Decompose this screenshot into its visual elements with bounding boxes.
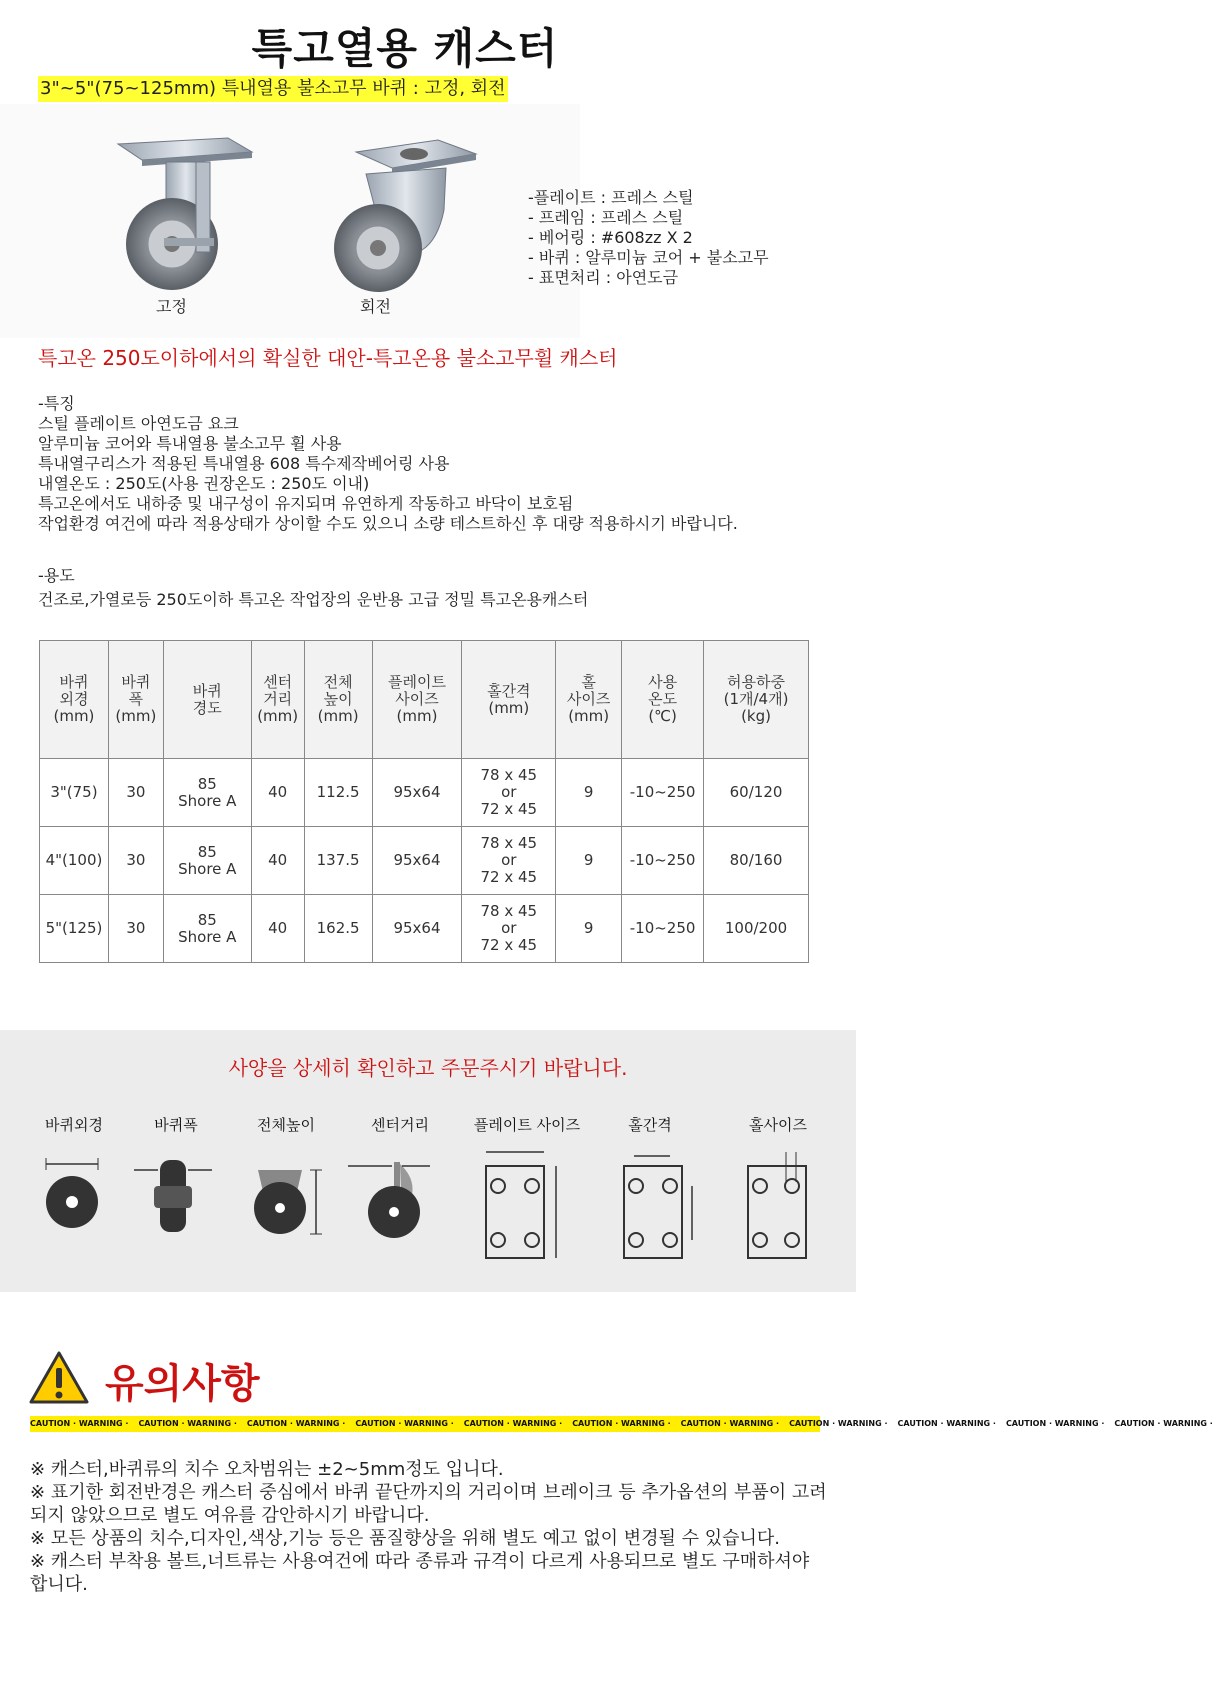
guide-title: 사양을 상세히 확인하고 주문주시기 바랍니다. bbox=[228, 1056, 628, 1080]
cell-load: 80/160 bbox=[704, 827, 809, 895]
usage-heading: -용도 bbox=[38, 566, 75, 585]
hole-spacing-diagram bbox=[618, 1146, 704, 1264]
wheel-diameter-diagram bbox=[40, 1156, 106, 1236]
usage-text: 건조로,가열로등 250도이하 특고온 작업장의 운반용 고급 정밀 특고온용캐스터 bbox=[38, 590, 589, 609]
feature-line: 작업환경 여건에 따라 적용상태가 상이할 수도 있으니 소량 테스트하신 후 대량 적용하시기 바랍니다. bbox=[38, 514, 738, 533]
cell-hole-spacing: 78 x 45 or 72 x 45 bbox=[462, 827, 556, 895]
guide-label-hole-spacing: 홀간격 bbox=[628, 1116, 672, 1134]
fixed-caster-image bbox=[104, 132, 256, 294]
cell-diameter: 5"(125) bbox=[40, 895, 109, 963]
caution-tape-word: CAUTION · WARNING · bbox=[246, 1419, 346, 1428]
hole-size-diagram bbox=[744, 1146, 814, 1264]
cell-diameter: 4"(100) bbox=[40, 827, 109, 895]
guide-label-hole-size: 홀사이즈 bbox=[749, 1116, 807, 1134]
cell-load: 60/120 bbox=[704, 759, 809, 827]
center-distance-diagram bbox=[346, 1156, 432, 1240]
feature-line: 알루미늄 코어와 특내열용 불소고무 휠 사용 bbox=[38, 434, 342, 453]
cell-temp: -10~250 bbox=[622, 759, 704, 827]
cell-hole-size: 9 bbox=[556, 895, 622, 963]
caution-tape-word: CAUTION · WARNING · bbox=[463, 1419, 563, 1428]
feature-line: 스틸 플레이트 아연도금 요크 bbox=[38, 414, 239, 433]
caution-tape-word: CAUTION · WARNING · bbox=[355, 1419, 454, 1428]
cell-hole-spacing: 78 x 45 or 72 x 45 bbox=[462, 895, 556, 963]
subtitle: 3"~5"(75~125mm) 특내열용 불소고무 바퀴 : 고정, 회전 bbox=[38, 76, 508, 102]
cell-width: 30 bbox=[108, 759, 163, 827]
feature-line: 내열온도 : 250도(사용 권장온도 : 250도 이내) bbox=[38, 474, 370, 493]
cell-diameter: 3"(75) bbox=[40, 759, 109, 827]
guide-label-plate-size: 플레이트 사이즈 bbox=[473, 1116, 581, 1134]
caution-tape-word: CAUTION · WARNING · bbox=[1005, 1419, 1105, 1428]
caution-tape-word: CAUTION · WARNING · bbox=[680, 1419, 780, 1428]
note-line: ※ 표기한 회전반경은 캐스터 중심에서 바퀴 끝단까지의 거리이며 브레이크 등 추가옵션의 부품이 고려되지 않았으므로 별도 여유를 감안하시기 바랍니다. bbox=[30, 1482, 827, 1526]
headline: 특고온 250도이하에서의 확실한 대안-특고온용 불소고무휠 캐스터 bbox=[38, 346, 618, 370]
fixed-caster-label: 고정 bbox=[156, 297, 187, 316]
guide-label-center-distance: 센터거리 bbox=[371, 1116, 429, 1134]
spec-plate: -플레이트 : 프레스 스틸 bbox=[528, 188, 694, 207]
spec-list bbox=[528, 188, 769, 288]
wheel-width-diagram bbox=[132, 1156, 214, 1236]
cell-plate: 95x64 bbox=[372, 759, 462, 827]
swivel-caster-label: 회전 bbox=[360, 297, 391, 316]
spec-frame: - 프레임 : 프레스 스틸 bbox=[528, 208, 684, 227]
col-header-hardness: 바퀴 경도 bbox=[163, 641, 251, 759]
caution-notes bbox=[30, 1458, 830, 1596]
col-header-load: 허용하중 (1개/4개) (kg) bbox=[704, 641, 809, 759]
spec-wheel: - 바퀴 : 알루미늄 코어 + 불소고무 bbox=[528, 248, 769, 267]
spec-finish: - 표면처리 : 아연도금 bbox=[528, 268, 679, 287]
note-line: ※ 캐스터,바퀴류의 치수 오차범위는 ±2~5mm정도 입니다. bbox=[30, 1459, 504, 1480]
cell-hole-size: 9 bbox=[556, 759, 622, 827]
caution-tape-word: CAUTION · WARNING · bbox=[1114, 1419, 1213, 1428]
col-header-wheel-width: 바퀴 폭 (mm) bbox=[108, 641, 163, 759]
plate-size-diagram bbox=[480, 1146, 566, 1264]
cell-center: 40 bbox=[251, 759, 304, 827]
usage-block bbox=[38, 566, 588, 610]
cell-height: 112.5 bbox=[304, 759, 372, 827]
cell-plate: 95x64 bbox=[372, 895, 462, 963]
table-header-row bbox=[40, 641, 809, 759]
cell-hardness: 85 Shore A bbox=[163, 759, 251, 827]
col-header-hole-size: 홀 사이즈 (mm) bbox=[556, 641, 622, 759]
table-row bbox=[40, 895, 809, 963]
caution-tape-word: CAUTION · WARNING · bbox=[138, 1419, 237, 1428]
col-header-plate-size: 플레이트 사이즈 (mm) bbox=[372, 641, 462, 759]
table-row bbox=[40, 759, 809, 827]
caution-tape-word: CAUTION · WARNING · bbox=[572, 1419, 671, 1428]
cell-plate: 95x64 bbox=[372, 827, 462, 895]
feature-line: 특내열구리스가 적용된 특내열용 608 특수제작베어링 사용 bbox=[38, 454, 450, 473]
warning-triangle-icon bbox=[28, 1350, 90, 1406]
total-height-diagram bbox=[250, 1160, 326, 1240]
cell-hole-size: 9 bbox=[556, 827, 622, 895]
spec-table bbox=[39, 640, 809, 963]
features-block bbox=[38, 394, 738, 534]
col-header-total-height: 전체 높이 (mm) bbox=[304, 641, 372, 759]
table-row bbox=[40, 827, 809, 895]
cell-width: 30 bbox=[108, 895, 163, 963]
product-image-area bbox=[0, 104, 580, 338]
cell-center: 40 bbox=[251, 895, 304, 963]
caution-tape-word: CAUTION · WARNING · bbox=[30, 1419, 129, 1428]
caution-tape-word: CAUTION · WARNING · bbox=[789, 1419, 888, 1428]
col-header-temperature: 사용 온도 (℃) bbox=[622, 641, 704, 759]
guide-label-wheel-diameter: 바퀴외경 bbox=[45, 1116, 103, 1134]
spec-bearing: - 베어링 : #608zz X 2 bbox=[528, 228, 693, 247]
cell-load: 100/200 bbox=[704, 895, 809, 963]
col-header-wheel-diameter: 바퀴 외경 (mm) bbox=[40, 641, 109, 759]
features-heading: -특징 bbox=[38, 394, 75, 413]
cell-temp: -10~250 bbox=[622, 895, 704, 963]
cell-height: 162.5 bbox=[304, 895, 372, 963]
cell-hole-spacing: 78 x 45 or 72 x 45 bbox=[462, 759, 556, 827]
feature-line: 특고온에서도 내하중 및 내구성이 유지되며 유연하게 작동하고 바닥이 보호됨 bbox=[38, 494, 574, 513]
guide-label-total-height: 전체높이 bbox=[257, 1116, 315, 1134]
note-line: ※ 캐스터 부착용 볼트,너트류는 사용여건에 따라 종류과 규격이 다르게 사용되므로 별도 구매하셔야 합니다. bbox=[30, 1551, 810, 1595]
swivel-caster-image bbox=[326, 132, 482, 294]
cell-temp: -10~250 bbox=[622, 827, 704, 895]
guide-label-wheel-width: 바퀴폭 bbox=[154, 1116, 198, 1134]
col-header-center-distance: 센터 거리 (mm) bbox=[251, 641, 304, 759]
cell-width: 30 bbox=[108, 827, 163, 895]
cell-hardness: 85 Shore A bbox=[163, 827, 251, 895]
note-line: ※ 모든 상품의 치수,디자인,색상,기능 등은 품질향상을 위해 별도 예고 없이 변경될 수 있습니다. bbox=[30, 1528, 780, 1549]
cell-center: 40 bbox=[251, 827, 304, 895]
caution-tape bbox=[30, 1416, 1213, 1432]
cell-hardness: 85 Shore A bbox=[163, 895, 251, 963]
page-title: 특고열용 캐스터 bbox=[251, 24, 559, 73]
col-header-hole-spacing: 홀간격 (mm) bbox=[462, 641, 556, 759]
caution-tape-word: CAUTION · WARNING · bbox=[897, 1419, 996, 1428]
cell-height: 137.5 bbox=[304, 827, 372, 895]
caution-title: 유의사항 bbox=[105, 1361, 260, 1407]
